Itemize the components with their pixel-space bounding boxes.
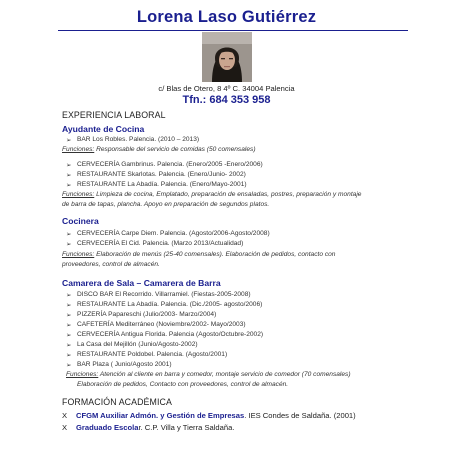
job-functions: Funciones: Elaboración de menús (25-40 comensales). Elaboración de pedidos, contacto con xyxy=(62,251,336,258)
job-functions: Funciones: Limpieza de cocina, Emplatado, preparación de ensaladas, postres, preparación y montaje xyxy=(62,191,362,198)
bullet-arrow-icon: ➢ xyxy=(66,322,72,329)
bullet-arrow-icon: ➢ xyxy=(66,302,72,309)
education-item: X CFGM Auxiliar Admón. y Gestión de Empresas. IES Condes de Saldaña. (2001) xyxy=(62,411,356,420)
bullet-arrow-icon: ➢ xyxy=(66,182,72,189)
profile-photo xyxy=(202,32,252,82)
profile-photo-image xyxy=(202,32,252,82)
bullet-arrow-icon: ➢ xyxy=(66,241,72,248)
job-title-camarera: Camarera de Sala – Camarera de Barra xyxy=(62,278,221,288)
bullet-arrow-icon: ➢ xyxy=(66,352,72,359)
bullet-arrow-icon: ➢ xyxy=(66,162,72,169)
bullet-arrow-icon: ➢ xyxy=(66,172,72,179)
education-item: X Graduado Escolar. C.P. Villa y Tierra Saldaña. xyxy=(62,423,235,432)
bullet-arrow-icon: ➢ xyxy=(66,292,72,299)
phone-number: Tfn.: 684 353 958 xyxy=(182,94,271,106)
job-title-ayudante-cocina: Ayudante de Cocina xyxy=(62,124,145,134)
bullet-arrow-icon: ➢ xyxy=(66,231,72,238)
job-functions-continued: proveedores, control de almacén. xyxy=(62,261,160,268)
job-functions-continued: Elaboración de pedidos, Contacto con proveedores, control de almacén. xyxy=(77,381,289,388)
bullet-arrow-icon: ➢ xyxy=(66,312,72,319)
experience-section-title: EXPERIENCIA LABORAL xyxy=(62,110,166,120)
header-divider xyxy=(58,30,408,31)
job-functions-continued: de barra de tapas, plancha. Apoyo en preparación de segundos platos. xyxy=(62,201,270,208)
job-functions: Funciones: Responsable del servicio de comidas (50 comensales) xyxy=(62,146,256,153)
candidate-name: Lorena Laso Gutiérrez xyxy=(136,8,317,26)
education-section-title: FORMACIÓN ACADÉMICA xyxy=(62,397,172,407)
x-mark-icon: X xyxy=(62,423,68,432)
cv-page: Lorena Laso Gutiérrez c/ Blas de Otero, 8 4º C. 34004 Palencia Tfn.: 684 353 958 EXPERIENCIA LABORAL Ayudante de Cocina ➢ BAR Los Robles. Palencia. (2010 – 2013) Funciones: Responsable del servicio de comidas (50 comensales) ➢ CERVECERÍA Gambrinus. Palencia. (Enero/2005 -Enero/2006) ➢ RESTAURANTE Skarlotas. Palencia. (Enero/Junio- 2002) ➢ RESTAURANTE La Abadía. Palencia. (Enero/Mayo-2001) Funciones: Limpieza de cocina, Emplatado, preparación de ensaladas, postres, preparación y montaje de barra de tapas, plancha. Apoyo en preparación de segundos platos. Cocinera ➢ CERVECERÍA Carpe Diem. Palencia. (Agosto/2006-Agosto/2008) ➢ CERVECERÍA El Cid. Palencia. (Marzo 2013/Actualidad) Funciones: Elaboración de menús (25-40 comensales). Elaboración de pedidos, contacto con proveedores, control de almacén. Camarera de Sala – Camarera de Barra ➢ DISCO BAR El Recorrido. Villarramiel. (Fiestas-2005-2008) ➢ RESTAURANTE La Abadía. Palencia. (Dic./2005- agosto/2006) ➢ PIZZERÍA Papareschi (Julio/2003- Marzo/2004) ➢ CAFETERÍA Mediterráneo (Noviembre/2002- Mayo/2003) ➢ CERVECERÍA Antigua Florida. Palencia (Agosto/Octubre-2002) ➢ La Casa del Mejillón (Junio/Agosto-2002) ➢ RESTAURANTE Poldobel. Palencia. (Agosto/2001) ➢ BAR Plaza ( Junio/Agosto 2001) Funciones: Atención al cliente en barra y comedor, montaje servicio de comedor (70 comensales) Elaboración de pedidos, Contacto con proveedores, control de almacén. FORMACIÓN ACADÉMICA X CFGM Auxiliar Admón. y Gestión de Empresas. IES Condes de Saldaña. (2001) X Graduado Escolar. C.P. Villa y Tierra Saldaña. xyxy=(0,0,453,453)
address: c/ Blas de Otero, 8 4º C. 34004 Palencia xyxy=(158,84,295,93)
bullet-arrow-icon: ➢ xyxy=(66,332,72,339)
bullet-arrow-icon: ➢ xyxy=(66,342,72,349)
job-title-cocinera: Cocinera xyxy=(62,216,99,226)
job-functions: Funciones: Atención al cliente en barra y comedor, montaje servicio de comedor (70 comensales) xyxy=(66,371,351,378)
bullet-arrow-icon: ➢ xyxy=(66,137,72,144)
bullet-arrow-icon: ➢ xyxy=(66,362,72,369)
x-mark-icon: X xyxy=(62,411,68,420)
